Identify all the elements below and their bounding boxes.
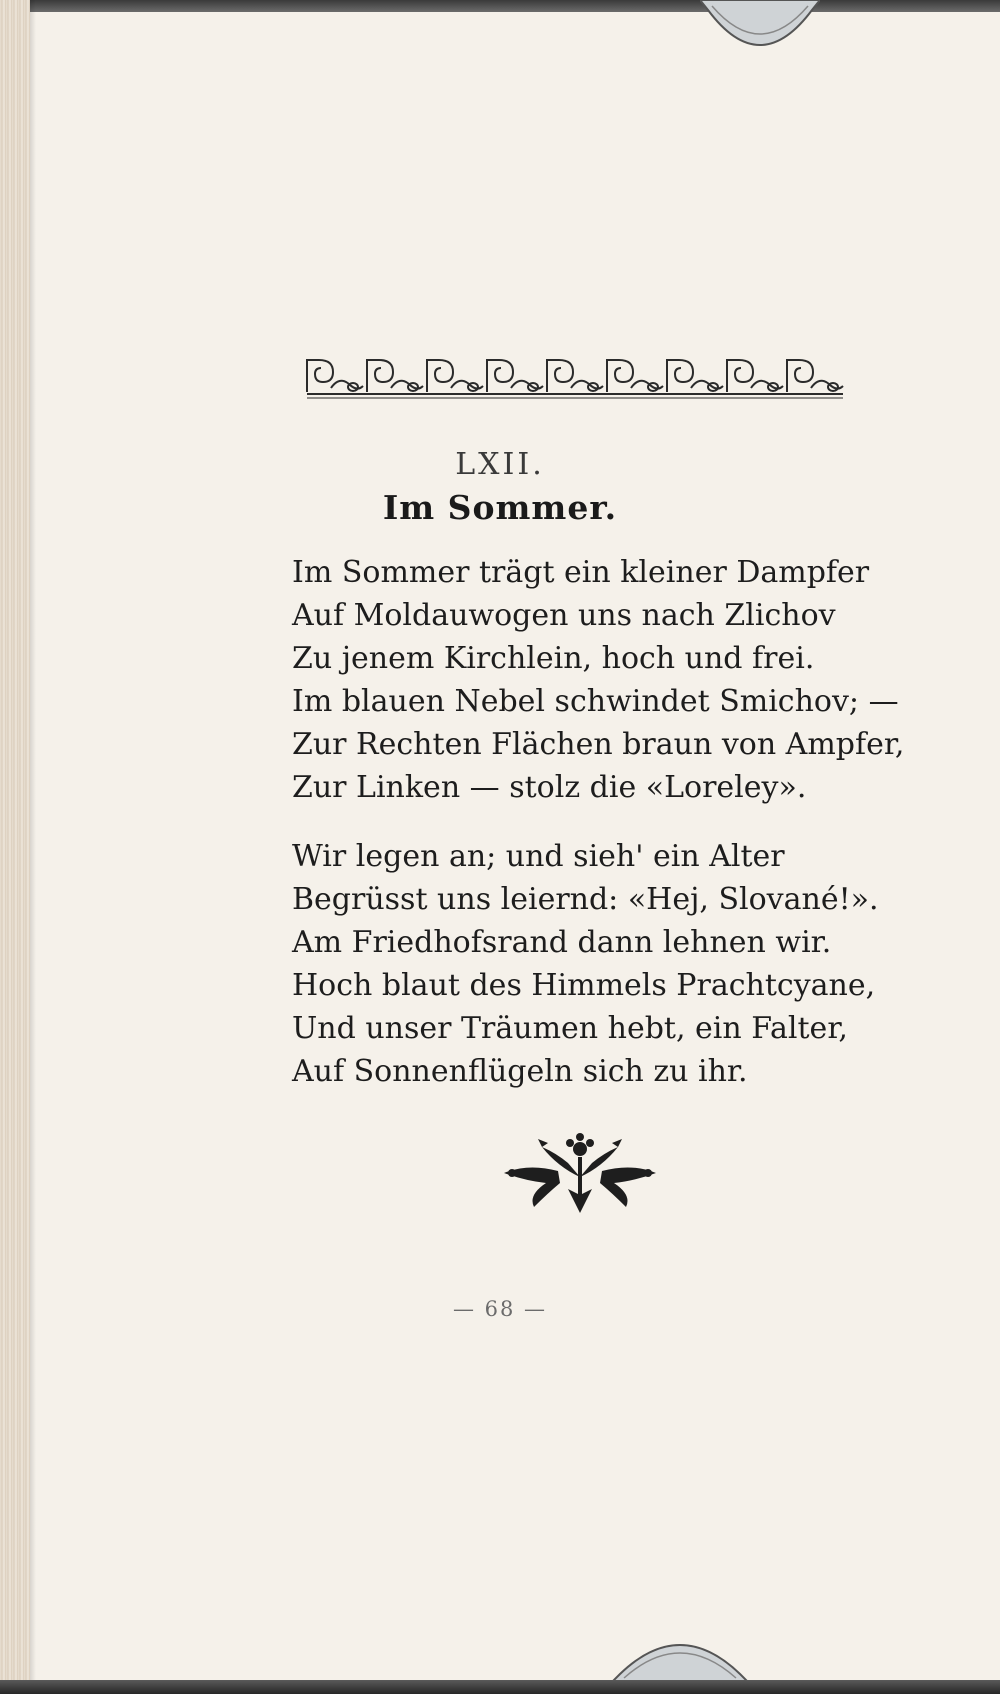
poem-line: Im Sommer trägt ein kleiner Dampfer xyxy=(292,555,870,590)
section-number: LXII. xyxy=(455,447,545,482)
poem-line: Im blauen Nebel schwindet Smichov; — xyxy=(292,684,899,719)
poem-line: Auf Moldauwogen uns nach Zlichov xyxy=(292,598,836,633)
poem-line: Zu jenem Kirchlein, hoch und frei. xyxy=(292,641,815,676)
top-edge-shadow xyxy=(0,0,1000,12)
stanza-1 xyxy=(292,551,912,809)
page-number: — 68 — xyxy=(452,1297,548,1321)
poem-line: Am Friedhofsrand dann lehnen wir. xyxy=(292,925,832,960)
stanza-2 xyxy=(292,835,912,1093)
page-stack-edge xyxy=(0,0,30,1694)
poem-line: Zur Linken — stolz die «Loreley». xyxy=(292,770,807,805)
clip-top xyxy=(700,0,820,60)
poem-line: Hoch blaut des Himmels Prachtcyane, xyxy=(292,968,876,1003)
poem-title: Im Sommer. xyxy=(382,488,618,527)
gutter-shadow xyxy=(30,0,36,1694)
poem-line: Begrüsst uns leiernd: «Hej, Slované!». xyxy=(292,882,879,917)
wave-border-ornament xyxy=(305,354,845,400)
floral-vignette xyxy=(498,1133,662,1215)
poem-line: Und unser Träumen hebt, ein Falter, xyxy=(292,1011,848,1046)
poem-line: Wir legen an; und sieh' ein Alter xyxy=(292,839,785,874)
poem-line: Auf Sonnenflügeln sich zu ihr. xyxy=(292,1054,748,1089)
poem-line: Zur Rechten Flächen braun von Ampfer, xyxy=(292,727,905,762)
bottom-edge-shadow xyxy=(0,1680,1000,1694)
